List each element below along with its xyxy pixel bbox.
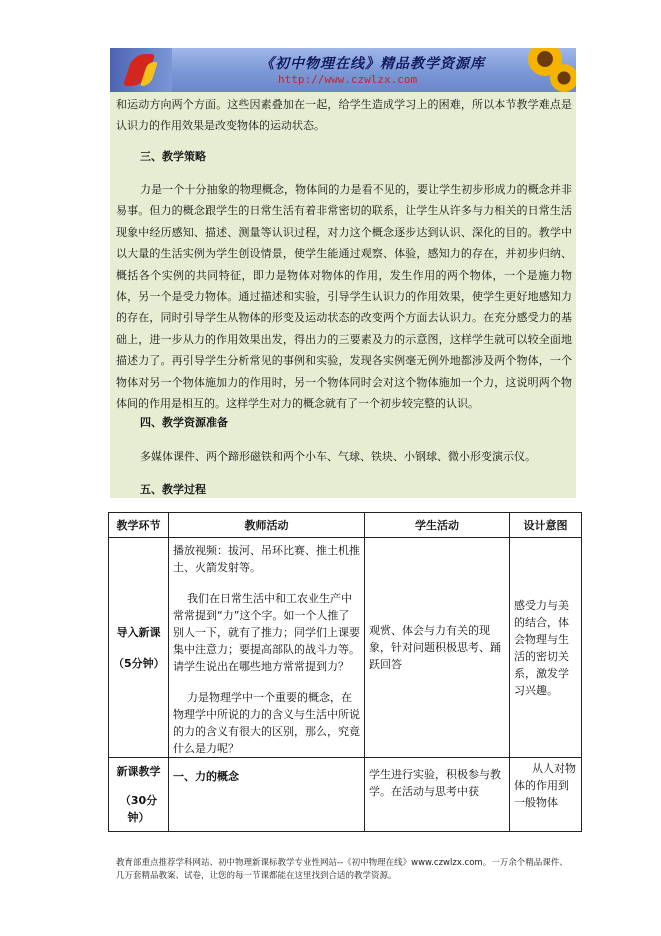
intro-paragraph: 和运动方向两个方面。这些因素叠加在一起，给学生造成学习上的困难，所以本节教学难点是认识力的作用效果是改变物体的运动状态。 [116,98,572,133]
section-heading-strategy: 三、教学策略 [140,150,206,163]
segment-cell [109,758,169,832]
student-activity-cell: 观赏、体会与力有关的现象，针对问题积极思考、踊跃回答 [365,538,510,758]
strategy-paragraph: 力是一个十分抽象的物理概念，物体间的力是看不见的，要让学生初步形成力的概念并非易事。但力的概念跟学生的日常生活有着非常密切的联系，让学生从许多与力相关的日常生活现象中经历感知、描述、测量等认识过程，对力这个概念逐步达到认识、深化的目的。教学中以大量的生活实例为学生创设情景，使学生能通过观察、体验，感知力的存在，并初步归纳、概括各个实例的共同特征，即力是物体对物体的作用，发生作用的两个物体，一个是施力物体，另一个是受力物体。通过描述和实验，引导学生认识力的作用效果，使学生更好地感知力的存在，同时引导学生从物体的形变及运动状态的改变两个方面去认识力。在充分感受力的基础上，进一步从力的作用效果出发，得出力的三要素及力的示意图，这样学生就可以较全面地描述力了。再引导学生分析常见的事例和实验，发现各实例毫无例外地都涉及两个物体，一个物体对另一个物体施加力的作用时，另一个物体同时会对这个物体施加一个力，这说明两个物体间的作用是相互的。这样学生对力的概念就有了一个初步较完整的认识。 [116,183,572,411]
section-heading-process: 五、教学过程 [140,483,206,496]
teacher-activity-text: 我们在日常生活中和工农业生产中常常提到“力”这个字。如一个人推了别人一下，就有了推力；同学们上课要集中注意力；要提高部队的战斗力等。请学生说出在哪些地方常常提到力？ [173,592,360,673]
column-header: 学生活动 [365,513,510,538]
segment-duration: （30分钟） [119,794,158,824]
section-heading-resources: 四、教学资源准备 [140,416,228,429]
column-header: 设计意图 [510,513,582,538]
table-header-row [109,513,582,538]
teacher-activity-cell: 一、力的概念 [169,758,365,832]
table-row [109,538,582,758]
table-row [109,758,582,832]
segment-name: 新课教学 [116,765,161,778]
page-footer: 教育部重点推荐学科网站、初中物理新课标教学专业性网站--《初中物理在线》www.czwlzx.com。一万余个精品课件、几万套精品教案、试卷，让您的每一节课都能在这里找到合适的教学资源。 [116,858,568,881]
column-header: 教学环节 [109,513,169,538]
segment-name: 导入新课 [116,625,161,639]
resources-paragraph: 多媒体课件、两个蹄形磁铁和两个小车、气球、铁块、小钢球、微小形变演示仪。 [140,450,536,463]
column-header: 教师活动 [169,513,365,538]
sunflower-icon [550,64,576,92]
teacher-activity-text: 力是物理学中一个重要的概念，在物理学中所说的力的含义与生活中所说的力的含义有很大的区别，那么，究竟什么是力呢？ [173,691,360,755]
student-activity-cell: 学生进行实验，积极参与教学。在活动与思考中获 [365,758,510,832]
banner-title: 《初中物理在线》精品教学资源库 [260,56,485,72]
segment-duration: （5分钟） [113,656,165,670]
design-intent-cell: 感受力与美的结合，体会物理与生活的密切关系，激发学习兴趣。 [510,538,582,758]
design-intent-cell: 从人对物体的作用到一般物体 [510,758,582,832]
teaching-process-table [108,512,582,832]
site-logo [110,48,172,92]
header-banner [110,48,576,92]
banner-url[interactable]: http://www.czwlzx.com [278,73,418,86]
segment-cell [109,538,169,758]
teacher-activity-text: 播放视频：拔河、吊环比赛、推土机推土、火箭发射等。 [173,544,360,574]
teacher-activity-cell [169,538,365,758]
